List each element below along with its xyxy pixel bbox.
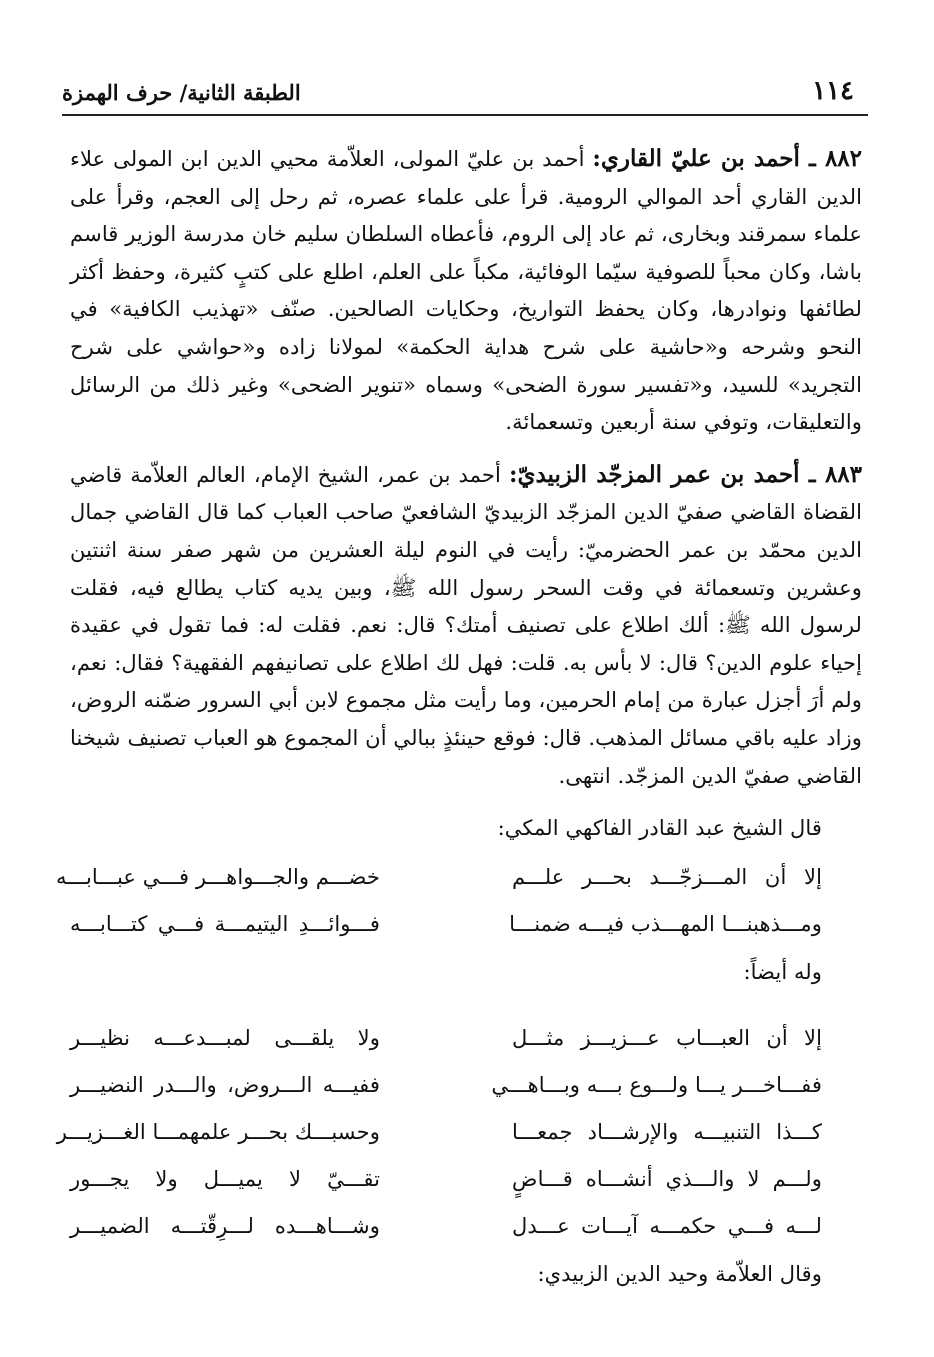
entry-paragraph <box>70 140 862 441</box>
entry-text: أحمد بن عليّ المولى، العلاّمة محيي الدين ابن المولى علاء الدين القاري أحد الموالي الرومية. قرأ على علماء عصره، ثم رحل إلى العجم، وقرأ على علماء سمرقند وبخارى، ثم عاد إلى الروم، فأعطاه السلطان سليم خان مدرسة الوزير قاسم باشا، وكان محباً للصوفية سيّما الوفائية، مكباً على العلم، اطلع على كتبٍ كثيرة، وحفظ أكثر لطائفها ونوادرها، وكان يحفظ التواريخ، وحكايات الصالحين. صنّف «تهذيب الكافية» في النحو وشرحه و«حاشية على شرح هداية الحكمة» لمولانا زاده و«حواشي على شرح التجريد» للسيد، و«تفسير سورة الضحى» وسماه «تنوير الضحى» وغير ذلك من الرسائل والتعليقات، وتوفي سنة أربعين وتسعمائة. <box>70 146 862 435</box>
page-number: ١١٤ <box>812 76 854 106</box>
entry-883 <box>70 456 862 794</box>
verse <box>56 1108 822 1155</box>
verse-second-hemistich: وشـــاهـــده لـــرِقّتـــه الضميـــر <box>70 1213 380 1239</box>
entry-paragraph <box>70 456 862 794</box>
entry-heading: ٨٨٣ ـ أحمد بن عمر المزجّد الزبيديّ: <box>508 460 862 488</box>
verse-first-hemistich: ومـــذهبنـــا المهـــذب فيـــه ضمنـــا <box>509 910 822 936</box>
poem-1 <box>56 853 862 947</box>
verse-second-hemistich: خضـــم والجـــواهـــر فـــي عبـــابـــه <box>56 863 380 889</box>
poem-2 <box>56 1014 862 1249</box>
poem-intro: قال الشيخ عبد القادر الفاكهي المكي: <box>497 815 822 841</box>
verse <box>70 1202 822 1249</box>
entry-text: أحمد بن عمر، الشيخ الإمام، العالم العلاّمة قاضي القضاة القاضي صفيّ الدين المزجّد الزبيديّ الشافعيّ صاحب العباب كما قال القاضي جمال الدين محمّد بن عمر الحضرميّ: رأيت في النوم ليلة العشرين من شهر صفر سنة اثنتين وعشرين وتسعمائة في وقت السحر رسول الله ﷺ، وبين يديه كتاب يطالع فيه، فقلت لرسول الله ﷺ: ألك اطلاع على تصنيف أمتك؟ قال: نعم. فقلت له: فما تقول في عقيدة إحياء علوم الدين؟ قال: لا بأس به. قلت: فهل لك اطلاع على تصانيفهم الفقهية؟ فقال: نعم، ولم أرَ أجزل عبارة من إمام الحرمين، وما رأيت مثل مجموع لابن أبي السرور ضمّنه الروض، وزاد عليه باقي مسائل المذهب. قال: فوقع حينئذٍ ببالي أن المجموع هو العباب تصنيف شيخنا القاضي صفيّ الدين المزجّد. انتهى. <box>70 461 862 788</box>
verse-first-hemistich: إلا أن المـــزجّـــد بحـــر علـــم <box>512 863 822 889</box>
verse <box>56 853 822 900</box>
verse-first-hemistich: ولـــم لا والـــذي أنشـــاه قـــاضٍ <box>512 1166 822 1192</box>
running-title: الطبقة الثانية/ حرف الهمزة <box>62 80 301 105</box>
verse-second-hemistich: فـــوائـــدِ اليتيمـــة فـــي كتـــابـــه <box>70 910 380 936</box>
page-header <box>62 74 868 116</box>
verse <box>70 1061 822 1108</box>
poem-intro: وقال العلاّمة وحيد الدين الزبيدي: <box>537 1261 822 1287</box>
verse-second-hemistich: تقـــيّ لا يميـــل ولا يجـــور <box>70 1166 380 1192</box>
verse-second-hemistich: ولا يلقـــى لمبـــدعـــه نظيـــر <box>70 1025 380 1051</box>
verse-first-hemistich: ففـــاخـــر يـــا ولـــوع بـــه وبـــاهـــي <box>491 1072 822 1098</box>
spacer <box>70 990 862 1008</box>
verse <box>70 1014 822 1061</box>
page-body <box>56 140 862 1293</box>
verse <box>70 1155 822 1202</box>
entry-heading: ٨٨٢ ـ أحمد بن عليّ القاري: <box>592 145 862 172</box>
entry-882 <box>70 140 862 441</box>
verse-second-hemistich: وحسبـــك بحـــر علمهمـــا الغـــزيـــر <box>56 1119 380 1145</box>
verse-first-hemistich: كـــذا التنبيـــه والإرشـــاد جمعـــا <box>512 1119 822 1145</box>
verse-first-hemistich: لـــه فـــي حكمـــه آيـــات عـــدل <box>512 1213 822 1239</box>
verse-first-hemistich: إلا أن العبـــاب عـــزيـــز مثـــل <box>512 1025 822 1051</box>
poem-intro: وله أيضاً: <box>743 958 822 984</box>
verse-second-hemistich: ففيـــه الـــروض، والـــدر النضيـــر <box>70 1072 380 1098</box>
verse <box>70 900 822 947</box>
